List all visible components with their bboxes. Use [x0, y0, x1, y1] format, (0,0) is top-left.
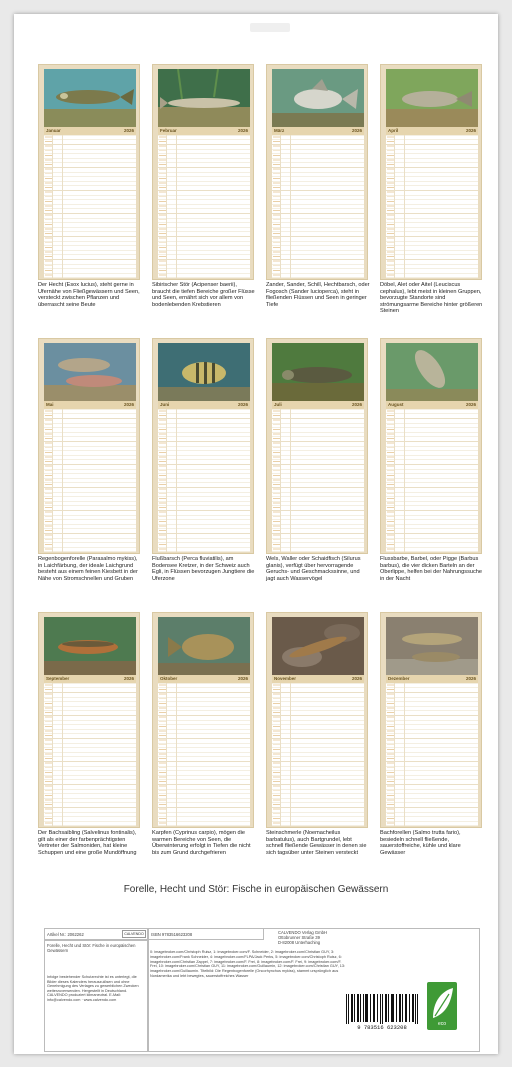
day-lines	[44, 683, 136, 826]
months-row-3	[38, 612, 482, 880]
day-lines	[44, 135, 136, 278]
month-frame	[266, 612, 368, 828]
month-year: 2026	[123, 676, 134, 681]
calendar-title: Forelle, Hecht und Stör: Fische in europäischen Gewässern	[123, 884, 389, 895]
month-frame	[380, 338, 482, 554]
month-caption: Flussbarbe, Barbel, oder Pigge (Barbus barbus), die vier dicken Barteln an der Oberlippe, helfen bei der Nahrungssuche in der Nacht	[380, 556, 482, 582]
month-name: Dezember	[388, 676, 410, 681]
month-header	[158, 401, 250, 409]
month-frame	[152, 612, 254, 828]
month-name: März	[274, 128, 285, 133]
month-year: 2026	[351, 402, 362, 407]
month-header	[44, 401, 136, 409]
calvendo-logo: CALVENDO	[122, 930, 146, 938]
hanging-tab	[250, 23, 290, 32]
day-lines	[158, 409, 250, 552]
month-header	[158, 675, 250, 683]
month-caption: Regenbogenforelle (Parasalmo mykiss), in Laichfärbung, der ideale Laichgrund besteht aus einem feinen Kiesbett in der Nähe von Stromschnellen und Gruben	[38, 556, 138, 582]
month-name: Juni	[160, 402, 170, 407]
month-frame	[266, 64, 368, 280]
fish-photo-barbel	[386, 343, 478, 401]
month-frame	[38, 612, 140, 828]
month-header	[272, 401, 364, 409]
day-lines	[386, 683, 478, 826]
month-year: 2026	[237, 402, 248, 407]
isbn-box	[148, 928, 264, 940]
month-caption: Sibirischer Stör (Acipenser baerii), braucht die tiefen Bereiche großer Flüsse und Seen, ernährt sich vor allem von bodenlebenden Krebstieren	[152, 282, 255, 308]
eco-label: eco	[437, 1021, 447, 1027]
month-year: 2026	[465, 676, 476, 681]
month-caption: Döbel, Alet oder Aitel (Leuciscus cephalus), lebt meist in kleinen Gruppen, bevorzugte Standorte sind strömungsarme Bereiche hinter größeren Steinen	[380, 282, 483, 315]
eco-badge	[427, 982, 457, 1030]
fish-photo-stone-loach	[272, 617, 364, 675]
month-caption: Steinschmerle (Noemacheilus barbatulus), auch Bartgrundel, lebt schnell fließende Gewässer in denen sie sich tagsüber unter Steinen versteckt	[266, 830, 367, 856]
month-header	[272, 675, 364, 683]
month-year: 2026	[465, 128, 476, 133]
month-header	[272, 127, 364, 135]
month-frame	[380, 612, 482, 828]
month-name: Oktober	[160, 676, 178, 681]
publisher-line-2: Ottobrunner Straße 39	[278, 935, 320, 941]
publisher-address	[278, 930, 327, 946]
article-number: Artikel Nr.: 2062262	[47, 932, 84, 937]
fish-photo-brook-trout	[44, 617, 136, 675]
fish-photo-chub	[386, 69, 478, 127]
month-frame	[38, 338, 140, 554]
months-row-2	[38, 338, 482, 606]
month-frame	[38, 64, 140, 280]
month-name: Mai	[46, 402, 54, 407]
day-lines	[272, 135, 364, 278]
fish-photo-catfish	[272, 343, 364, 401]
barcode-bars	[344, 994, 420, 1024]
month-name: Januar	[46, 128, 61, 133]
month-year: 2026	[351, 676, 362, 681]
month-header	[44, 127, 136, 135]
day-lines	[272, 409, 364, 552]
month-caption: Wels, Waller oder Schaidfisch (Silurus glanis), verfügt über hervorragende Geruchs- und Geschmackssinne, und jagt auch Wasservögel	[266, 556, 361, 582]
month-caption: Bachforellen (Salmo trutta fario), besiedeln schnell fließende, sauerstoffreiche, kühle und klare Gewässer	[380, 830, 461, 856]
month-header	[386, 675, 478, 683]
fish-photo-zander	[272, 69, 364, 127]
month-caption: Zander, Sander, Schill, Hechtbarsch, oder Fogosch (Sander lucioperca), steht in fließenden Flüssen und Seen in geringer Tiefe	[266, 282, 370, 308]
publisher-line-1: CALVENDO Verlag GmbH	[278, 930, 328, 935]
month-caption: Flußbarsch (Perca fluviatilis), am Bodensee Kretzer, in der Schweiz auch Egli, in Flüssen bevorzugen Jungtiere die Uferzone	[152, 556, 255, 582]
month-frame	[380, 64, 482, 280]
fish-photo-pike	[44, 69, 136, 127]
month-name: August	[388, 402, 404, 407]
day-lines	[44, 409, 136, 552]
month-caption: Der Hecht (Esox lucius), steht gerne in Ufernähe von Fließgewässern und Seen, versteckt zwischen Pflanzen und überrascht seine Beute	[38, 282, 140, 308]
fish-photo-sturgeon	[158, 69, 250, 127]
fish-photo-brown-trout	[386, 617, 478, 675]
month-header	[386, 401, 478, 409]
month-frame	[152, 64, 254, 280]
day-lines	[386, 135, 478, 278]
month-year: 2026	[351, 128, 362, 133]
month-header	[44, 675, 136, 683]
month-year: 2026	[123, 128, 134, 133]
fish-photo-rainbow-trout	[44, 343, 136, 401]
barcode	[344, 994, 420, 1030]
month-name: November	[274, 676, 297, 681]
publisher-line-3: D-82008 Unterhaching	[278, 940, 321, 946]
fish-photo-perch	[158, 343, 250, 401]
month-header	[386, 127, 478, 135]
imprint-footer	[14, 928, 498, 1054]
month-caption: Karpfen (Cyprinus carpio), mögen die warmen Bereiche von Seen, die Überwinterung erfolgt in Tiefen die nicht bis zum Grund durchgefrieren	[152, 830, 251, 856]
photo-credits: 0: imagebroker.com/Christoph Ruisz, 1: imagebroker.com/F. Schneider, 2: imagebroker.com/Christian GUY, 3: imagebroker.com/Frank Schneider, 4: imagebroker.com/FLPA/Jack Perks, 5: imagebroker.com/Christoph Ruisz, 6: imagebroker.com/Christian Zappel, 7: imagebroker.com/F. Frei, 8: imagebroker.com/F. Frei, 9: imagebroker.com/F. Frei, 10: imagebroker.com/Christian GUY, 11: imagebroker.com/Guillaumin, 12: imagebroker.com/Christian GUY, 13: imagebroker.com/Guillaumin. Titelbild: Die Regenbogenforelle (Oncorhynchus mykiss), stammt ursprünglich aus Nordamerika und lebt bewegtes, sauerstoffreiches Wasser	[150, 950, 345, 978]
day-lines	[272, 683, 364, 826]
legal-text: Infolge bestehender Schutzrechte ist es unterlegt, die Bilder dieses Kalenders herauszulösen und ohne Genehmigung des Verlages zu gewerblichen Zwecken weiterzuverwenden. Hergestellt in Deutschland. CALVENDO produziert klimaneutral. E-Mail: info@calvendo.com · www.calvendo.com	[47, 975, 139, 1002]
month-year: 2026	[237, 676, 248, 681]
calendar-sheet	[14, 14, 498, 1054]
month-name: Februar	[160, 128, 177, 133]
month-year: 2026	[465, 402, 476, 407]
fish-photo-carp	[158, 617, 250, 675]
isbn-text: ISBN 9783516623208	[151, 932, 193, 937]
month-frame	[152, 338, 254, 554]
month-name: April	[388, 128, 399, 133]
month-frame	[266, 338, 368, 554]
day-lines	[386, 409, 478, 552]
month-caption: Der Bachsaibling (Salvelinus fontinalis), gilt als einer der farbenprächtigsten Vertreter der Salmoniden, hat kleine Schuppen und eine große Mundöffnung	[38, 830, 137, 856]
month-header	[158, 127, 250, 135]
months-row-1	[38, 64, 482, 332]
barcode-number: 9 783516 623208	[357, 1024, 407, 1031]
month-name: September	[46, 676, 70, 681]
month-year: 2026	[123, 402, 134, 407]
month-year: 2026	[237, 128, 248, 133]
month-name: Juli	[274, 402, 282, 407]
day-lines	[158, 135, 250, 278]
product-title: Forelle, Hecht und Stör: Fische in europäischen Gewässern	[47, 943, 136, 954]
day-lines	[158, 683, 250, 826]
info-box	[44, 940, 148, 1052]
